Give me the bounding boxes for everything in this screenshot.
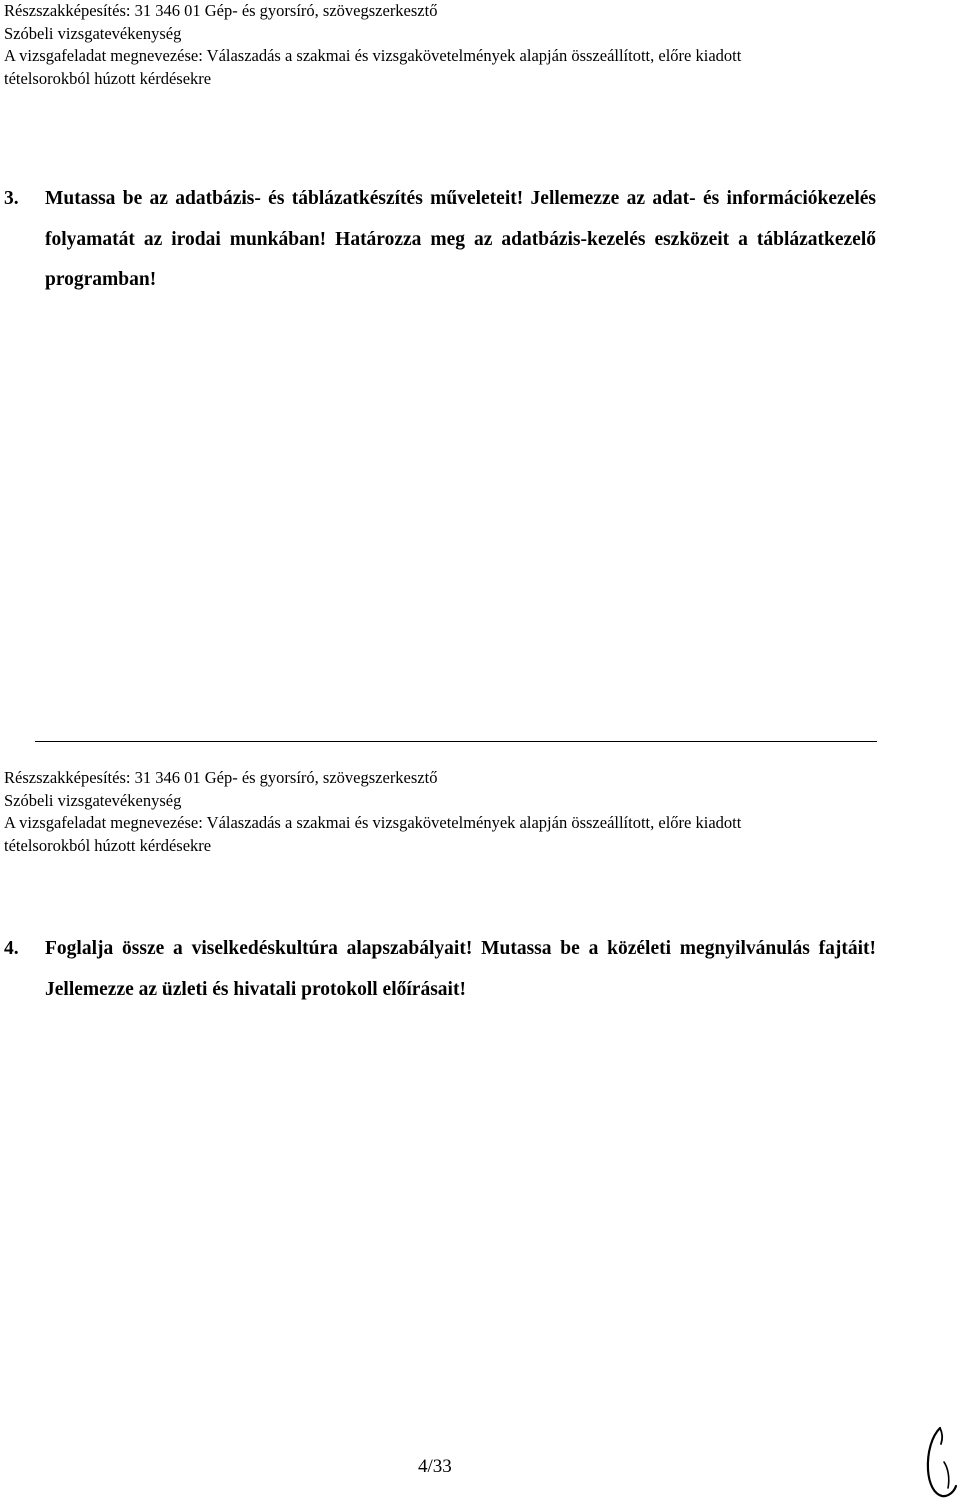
header-task-name-cont: tételsorokból húzott kérdésekre: [4, 835, 212, 855]
page-header-second: [4, 767, 904, 857]
header-task-name: A vizsgafeladat megnevezése: Válaszadás a szakmai és vizsgakövetelmények alapján összeállított, előre kiadott: [4, 813, 742, 832]
header-task-name-cont: tételsorokból húzott kérdésekre: [4, 68, 212, 88]
page-number: 4/33: [418, 1456, 452, 1477]
header-task-name: A vizsgafeladat megnevezése: Válaszadás a szakmai és vizsgakövetelmények alapján összeállított, előre kiadott: [4, 46, 742, 65]
header-exam-type: Szóbeli vizsgatevékenység: [4, 23, 182, 43]
handwritten-signature-icon: [918, 1422, 958, 1500]
question-3: [4, 179, 876, 301]
question-text: Mutassa be az adatbázis- és táblázatkészítés műveleteit! Jellemezze az adat- és információkezelés folyamatát az irodai munkában! Határozza meg az adatbázis-kezelés eszközeit a táblázatkezelő programban!: [45, 188, 876, 290]
question-number: 4.: [4, 938, 19, 959]
header-qualification: Részszakképesítés: 31 346 01 Gép- és gyorsíró, szövegszerkesztő: [4, 1, 438, 20]
header-exam-type: Szóbeli vizsgatevékenység: [4, 790, 182, 810]
page-header-top: [4, 0, 904, 90]
question-text: Foglalja össze a viselkedéskultúra alapszabályait! Mutassa be a közéleti megnyilvánulás fajtáit! Jellemezze az üzleti és hivatali protokoll előírásait!: [45, 938, 876, 1000]
header-qualification: Részszakképesítés: 31 346 01 Gép- és gyorsíró, szövegszerkesztő: [4, 768, 438, 787]
question-number: 3.: [4, 188, 19, 209]
question-4: [4, 929, 876, 1010]
page-separator-line: [35, 741, 877, 742]
